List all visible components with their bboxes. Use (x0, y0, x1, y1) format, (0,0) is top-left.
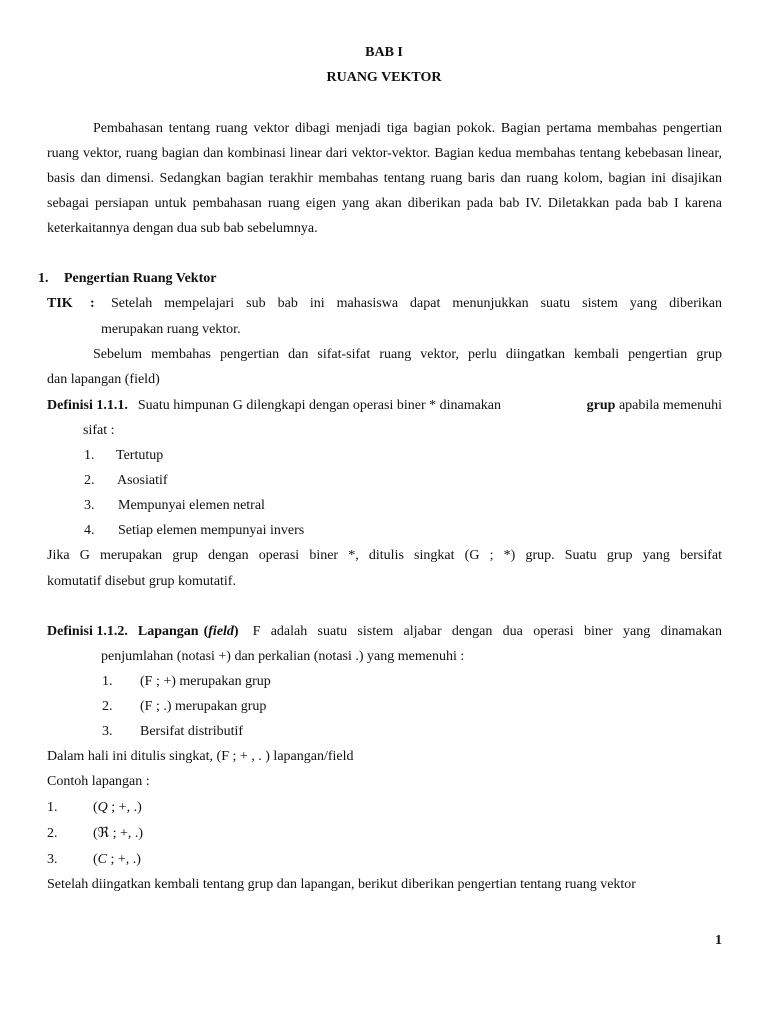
example-rest: ; +, .) (107, 852, 141, 867)
section-heading (38, 270, 216, 288)
list-item: Asosiatif (117, 473, 168, 488)
example-num: 1. (47, 800, 58, 815)
tik-text-line1: Setelah mempelajari sub bab ini mahasiswa dapat menunjukkan suatu sistem yang diberikan (111, 296, 722, 311)
example-num: 2. (47, 826, 58, 841)
list-item-num: 4. (84, 523, 95, 538)
definition-text (138, 397, 722, 415)
field-summary: Dalam hali ini ditulis singkat, (F ; + , . ) lapangan/field (47, 749, 354, 764)
list-item: (F ; .) merupakan grup (140, 699, 267, 714)
paren-close: ) (233, 624, 239, 639)
closing-line: Setelah diingatkan kembali tentang grup dan lapangan, berikut diberikan pengertian tentang ruang vektor (47, 877, 636, 892)
definition-1-1-1 (47, 397, 722, 415)
pre-definition-line2: dan lapangan (field) (47, 372, 160, 387)
list-item: Tertutup (116, 448, 164, 463)
chapter-title: RUANG VEKTOR (326, 70, 442, 85)
definition-keyword: grup (586, 398, 616, 413)
tik-text-line2: merupakan ruang vektor. (101, 322, 241, 337)
example-paren: ( (93, 852, 98, 867)
section-title: Pengertian Ruang Vektor (64, 271, 217, 286)
chapter-label: BAB I (365, 45, 403, 60)
group-note-line1: Jika G merupakan grup dengan operasi biner *, ditulis singkat (G ; *) grup. Suatu grup yang bersifat (47, 548, 722, 563)
list-item-num: 2. (102, 699, 113, 714)
example-symbol: Q (97, 800, 108, 815)
list-item-num: 2. (84, 473, 95, 488)
example-rest: ; +, .) (109, 826, 144, 841)
example-paren: ( (93, 800, 98, 815)
list-item-num: 1. (102, 674, 113, 689)
intro-paragraph: Pembahasan tentang ruang vektor dibagi menjadi tiga bagian pokok. Bagian pertama membahas pengertian ruang vektor, ruang bagian dan kombinasi linear dari vektor-vektor. Bagian kedua membahas tentang kebebasan linear, basis dan dimensi. Sedangkan bagian terakhir membahas tentang ruang baris dan ruang kolom, bagian ini disajikan sebagai persiapan untuk pembahasan ruang eigen yang akan diberikan pada bab IV. Diletakkan pada bab I karena keterkaitannya dengan dua sub bab sebelumnya. (47, 121, 722, 236)
list-item: Setiap elemen mempunyai invers (118, 523, 305, 538)
definition-text: F adalah suatu sistem aljabar dengan dua operasi biner yang dinamakan (252, 624, 722, 639)
group-note-line2: komutatif disebut grup komutatif. (47, 574, 236, 589)
definition-line2: penjumlahan (notasi +) dan perkalian (notasi .) yang memenuhi : (101, 649, 465, 664)
example-rest: ; +, .) (107, 800, 142, 815)
pre-definition-line1: Sebelum membahas pengertian dan sifat-sifat ruang vektor, perlu diingatkan kembali pengertian grup (93, 347, 722, 362)
list-item-num: 3. (102, 724, 113, 739)
example-item (93, 799, 142, 817)
definition-label: Definisi 1.1.1. (47, 398, 128, 413)
list-item: Mempunyai elemen netral (118, 498, 265, 513)
example-paren: ( (93, 826, 98, 841)
section-number: 1. (38, 271, 49, 286)
list-item: Bersifat distributif (140, 724, 244, 739)
definition-term-en: field (208, 624, 234, 639)
example-symbol: ℜ (97, 826, 110, 841)
tik-colon: : (90, 296, 95, 311)
page-number: 1 (715, 933, 722, 948)
example-item (93, 825, 143, 843)
definition-line2: sifat : (83, 423, 115, 438)
definition-term: Lapangan (137, 624, 199, 639)
definition-label: Definisi 1.1.2. (47, 624, 128, 639)
example-num: 3. (47, 852, 58, 867)
definition-text-a: Suatu himpunan G dilengkapi dengan operasi biner * dinamakan (137, 398, 502, 413)
example-item (93, 851, 141, 869)
examples-label: Contoh lapangan : (47, 774, 150, 789)
tik-label: TIK (47, 296, 73, 311)
definition-text-b: apabila memenuhi (618, 398, 722, 413)
example-symbol: C (97, 852, 108, 867)
paren-open: ( (203, 624, 209, 639)
definition-1-1-2 (47, 623, 722, 641)
list-item: (F ; +) merupakan grup (140, 674, 271, 689)
list-item-num: 3. (84, 498, 95, 513)
list-item-num: 1. (84, 448, 95, 463)
